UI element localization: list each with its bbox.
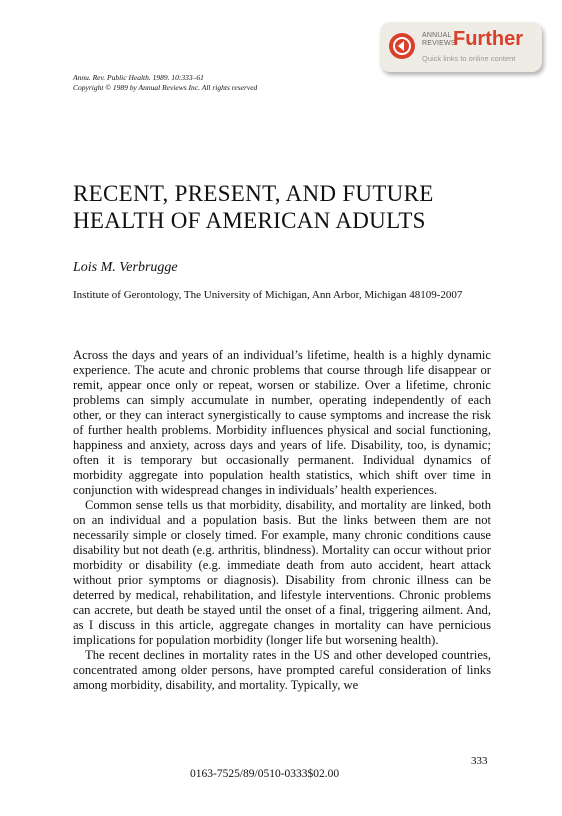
title-line-2: HEALTH OF AMERICAN ADULTS — [73, 208, 426, 233]
further-label[interactable]: Further — [453, 28, 523, 50]
body-paragraph-1: Across the days and years of an individual’s lifetime, health is a highly dynamic experience. The acute and chronic problems that course through life disappear or remit, appear once only or repeat, worsen or stabilize. Over a lifetime, chronic problems can simply accumulate in number, operating independently of each other, or they can interact synergistically to cause symptoms and increase the risk of further health problems. Morbidity influences physical and social functioning, happiness and anxiety, across days and years of life. Disability, too, is dynamic; often it is temporary but occasionally permanent. Individual dynamics of morbidity aggregate into population health statistics, which shift over time in conjunction with widespread changes in individuals’ health experiences. — [73, 348, 491, 497]
brand-annual: ANNUAL — [422, 32, 452, 39]
annual-reviews-logo-icon — [388, 32, 416, 60]
journal-citation: Annu. Rev. Public Health. 1989. 10:333–61 — [73, 73, 204, 82]
article-body — [73, 348, 491, 693]
body-paragraph-2: Common sense tells us that morbidity, disability, and mortality are linked, both on an individual and a population basis. But the links between them are not necessarily simple or closely timed. For example, many chronic conditions cause disability but not death (e.g. arthritis, blindness). Mortality can occur without prior morbidity or disability (e.g. immediate death from auto accident, heart attack without prior symptoms or diagnosis). Disability from chronic illness can be deterred by medical, rehabilitation, and lifestyle interventions. Chronic problems can accrete, but death be stayed until the onset of a final, triggering ailment. And, as I discuss in this article, aggregate changes in mortality can have pernicious implications for population morbidity (longer life but worsening health). — [73, 498, 491, 647]
body-paragraph-3: The recent declines in mortality rates in the US and other developed countries, concentrated among older persons, have prompted careful consideration of links among morbidity, disability, and mortality. Typically, we — [73, 648, 491, 692]
article-title — [73, 180, 493, 234]
badge-tagline[interactable]: Quick links to online content — [422, 54, 516, 63]
author-name: Lois M. Verbrugge — [73, 260, 178, 275]
brand-reviews: REVIEWS — [422, 40, 456, 47]
copyright-line: Copyright © 1989 by Annual Reviews Inc. All rights reserved — [73, 83, 258, 92]
further-links-badge[interactable] — [380, 22, 542, 72]
author-affiliation: Institute of Gerontology, The University of Michigan, Ann Arbor, Michigan 48109-2007 — [73, 289, 463, 301]
title-line-1: RECENT, PRESENT, AND FUTURE — [73, 181, 434, 206]
journal-citation-block — [73, 73, 257, 93]
page-number: 333 — [471, 755, 488, 767]
footer-issn-code: 0163-7525/89/0510-0333$02.00 — [190, 768, 340, 780]
